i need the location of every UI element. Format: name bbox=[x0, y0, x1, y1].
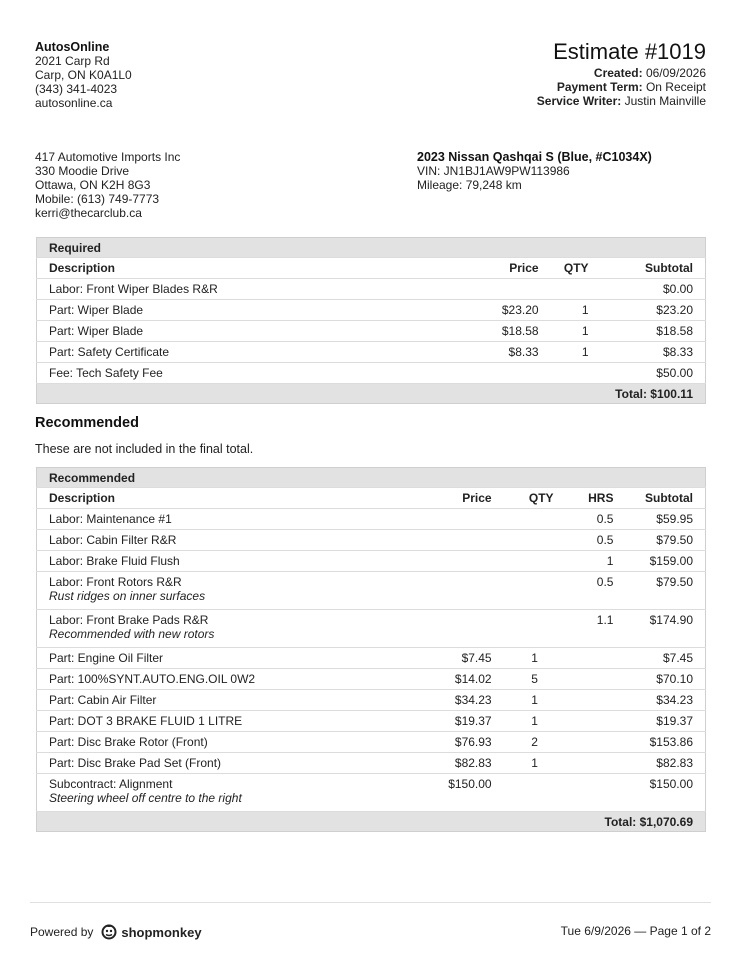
shop-name: AutosOnline bbox=[35, 40, 110, 54]
table-row bbox=[37, 610, 706, 648]
cell-subtotal: $159.00 bbox=[625, 551, 705, 572]
line-item-note: Recommended with new rotors bbox=[49, 627, 215, 641]
cell-hrs bbox=[566, 690, 626, 711]
cell-qty bbox=[504, 509, 566, 530]
col-subtotal: Subtotal bbox=[625, 488, 705, 509]
cell-description: Part: Disc Brake Pad Set (Front) bbox=[37, 753, 404, 774]
cell-subtotal: $153.86 bbox=[625, 732, 705, 753]
table-row bbox=[37, 342, 706, 363]
table-row bbox=[37, 711, 706, 732]
cell-qty bbox=[551, 363, 601, 384]
table-row bbox=[37, 753, 706, 774]
created-line bbox=[537, 66, 706, 80]
cell-hrs: 1.1 bbox=[566, 610, 626, 648]
created-label: Created: bbox=[593, 66, 643, 80]
cell-price bbox=[404, 572, 504, 610]
payment-term-value: On Receipt bbox=[645, 80, 706, 94]
cell-subtotal: $50.00 bbox=[601, 363, 706, 384]
powered-by bbox=[30, 924, 202, 940]
col-qty: QTY bbox=[551, 258, 601, 279]
service-writer-value: Justin Mainville bbox=[624, 94, 706, 108]
footer-divider bbox=[30, 902, 711, 903]
cell-price: $19.37 bbox=[404, 711, 504, 732]
col-qty: QTY bbox=[504, 488, 566, 509]
table-row bbox=[37, 690, 706, 711]
cell-subtotal: $19.37 bbox=[625, 711, 705, 732]
customer-address-line1: 330 Moodie Drive bbox=[35, 164, 130, 178]
table-row bbox=[37, 363, 706, 384]
cell-hrs bbox=[566, 648, 626, 669]
cell-price: $14.02 bbox=[404, 669, 504, 690]
cell-hrs: 0.5 bbox=[566, 530, 626, 551]
cell-description: Part: 100%SYNT.AUTO.ENG.OIL 0W2 bbox=[37, 669, 404, 690]
recommended-section-header bbox=[37, 468, 706, 488]
table-row bbox=[37, 669, 706, 690]
cell-qty: 1 bbox=[504, 648, 566, 669]
table-row bbox=[37, 530, 706, 551]
cell-subtotal: $82.83 bbox=[625, 753, 705, 774]
line-item-note: Steering wheel off centre to the right bbox=[49, 791, 242, 805]
vehicle-title: 2023 Nissan Qashqai S (Blue, #C1034X) bbox=[417, 150, 652, 164]
cell-description: Part: Disc Brake Rotor (Front) bbox=[37, 732, 404, 753]
col-hrs: HRS bbox=[566, 488, 626, 509]
required-table bbox=[36, 237, 706, 404]
recommended-column-headers bbox=[37, 488, 706, 509]
service-writer-label: Service Writer: bbox=[536, 94, 622, 108]
shopmonkey-logo-icon bbox=[101, 924, 117, 940]
col-price: Price bbox=[404, 488, 504, 509]
cell-price: $7.45 bbox=[404, 648, 504, 669]
required-total-row bbox=[37, 384, 706, 404]
required-section-label: Required bbox=[37, 238, 706, 258]
cell-description: Labor: Front Wiper Blades R&R bbox=[37, 279, 466, 300]
shop-phone: (343) 341-4023 bbox=[35, 82, 118, 96]
cell-qty: 1 bbox=[551, 342, 601, 363]
table-row bbox=[37, 279, 706, 300]
cell-subtotal: $0.00 bbox=[601, 279, 706, 300]
customer-email: kerri@thecarclub.ca bbox=[35, 206, 142, 220]
estimate-header bbox=[537, 38, 706, 108]
cell-subtotal: $70.10 bbox=[625, 669, 705, 690]
recommended-heading: Recommended bbox=[35, 415, 139, 431]
cell-hrs bbox=[566, 753, 626, 774]
cell-price bbox=[404, 551, 504, 572]
customer-name: 417 Automotive Imports Inc bbox=[35, 150, 181, 164]
cell-price: $34.23 bbox=[404, 690, 504, 711]
cell-description-text: Subcontract: Alignment bbox=[49, 777, 173, 791]
recommended-total-row bbox=[37, 812, 706, 832]
cell-hrs bbox=[566, 711, 626, 732]
cell-description-text: Labor: Front Brake Pads R&R bbox=[49, 613, 209, 627]
required-section-header bbox=[37, 238, 706, 258]
cell-hrs: 1 bbox=[566, 551, 626, 572]
cell-qty bbox=[551, 279, 601, 300]
table-row bbox=[37, 648, 706, 669]
customer-info bbox=[35, 150, 180, 220]
cell-qty: 1 bbox=[504, 711, 566, 732]
payment-term-line bbox=[537, 80, 706, 94]
required-column-headers bbox=[37, 258, 706, 279]
cell-description: Fee: Tech Safety Fee bbox=[37, 363, 466, 384]
cell-price bbox=[404, 509, 504, 530]
cell-qty bbox=[504, 774, 566, 812]
recommended-section-label: Recommended bbox=[37, 468, 706, 488]
cell-description bbox=[37, 610, 404, 648]
cell-qty: 2 bbox=[504, 732, 566, 753]
page-info: Tue 6/9/2026 — Page 1 of 2 bbox=[560, 924, 711, 938]
cell-price: $8.33 bbox=[466, 342, 551, 363]
table-row bbox=[37, 551, 706, 572]
col-subtotal: Subtotal bbox=[601, 258, 706, 279]
col-description: Description bbox=[37, 488, 404, 509]
required-total: Total: $100.11 bbox=[37, 384, 706, 404]
recommended-note: These are not included in the final total. bbox=[35, 442, 254, 456]
cell-price: $76.93 bbox=[404, 732, 504, 753]
cell-qty bbox=[504, 530, 566, 551]
cell-price bbox=[466, 363, 551, 384]
shop-address-line2: Carp, ON K0A1L0 bbox=[35, 68, 132, 82]
shop-website: autosonline.ca bbox=[35, 96, 113, 110]
cell-subtotal: $34.23 bbox=[625, 690, 705, 711]
table-row bbox=[37, 509, 706, 530]
cell-subtotal: $23.20 bbox=[601, 300, 706, 321]
cell-description: Part: Cabin Air Filter bbox=[37, 690, 404, 711]
shop-address-line1: 2021 Carp Rd bbox=[35, 54, 110, 68]
vehicle-info bbox=[417, 150, 652, 192]
cell-description: Labor: Maintenance #1 bbox=[37, 509, 404, 530]
cell-hrs bbox=[566, 774, 626, 812]
cell-price bbox=[404, 530, 504, 551]
cell-description: Labor: Brake Fluid Flush bbox=[37, 551, 404, 572]
cell-subtotal: $18.58 bbox=[601, 321, 706, 342]
cell-subtotal: $150.00 bbox=[625, 774, 705, 812]
payment-term-label: Payment Term: bbox=[556, 80, 643, 94]
cell-qty bbox=[504, 572, 566, 610]
table-row bbox=[37, 774, 706, 812]
cell-description: Part: DOT 3 BRAKE FLUID 1 LITRE bbox=[37, 711, 404, 732]
recommended-total: Total: $1,070.69 bbox=[37, 812, 706, 832]
cell-hrs bbox=[566, 732, 626, 753]
cell-description bbox=[37, 774, 404, 812]
cell-qty bbox=[504, 551, 566, 572]
cell-subtotal: $79.50 bbox=[625, 572, 705, 610]
customer-mobile: Mobile: (613) 749-7773 bbox=[35, 192, 160, 206]
table-row bbox=[37, 321, 706, 342]
cell-price: $18.58 bbox=[466, 321, 551, 342]
cell-price: $82.83 bbox=[404, 753, 504, 774]
cell-description: Part: Wiper Blade bbox=[37, 321, 466, 342]
shop-info bbox=[35, 40, 132, 110]
cell-subtotal: $79.50 bbox=[625, 530, 705, 551]
cell-subtotal: $59.95 bbox=[625, 509, 705, 530]
cell-qty: 1 bbox=[551, 321, 601, 342]
cell-subtotal: $7.45 bbox=[625, 648, 705, 669]
estimate-title: Estimate #1019 bbox=[553, 39, 706, 64]
cell-price: $23.20 bbox=[466, 300, 551, 321]
cell-description: Part: Safety Certificate bbox=[37, 342, 466, 363]
cell-subtotal: $8.33 bbox=[601, 342, 706, 363]
cell-hrs: 0.5 bbox=[566, 509, 626, 530]
table-row bbox=[37, 732, 706, 753]
cell-hrs bbox=[566, 669, 626, 690]
vehicle-vin: VIN: JN1BJ1AW9PW113986 bbox=[417, 164, 570, 178]
col-price: Price bbox=[466, 258, 551, 279]
customer-address-line2: Ottawa, ON K2H 8G3 bbox=[35, 178, 151, 192]
cell-description: Part: Engine Oil Filter bbox=[37, 648, 404, 669]
table-row bbox=[37, 300, 706, 321]
cell-price bbox=[404, 610, 504, 648]
cell-qty: 1 bbox=[551, 300, 601, 321]
cell-qty: 1 bbox=[504, 753, 566, 774]
cell-qty: 1 bbox=[504, 690, 566, 711]
line-item-note: Rust ridges on inner surfaces bbox=[49, 589, 206, 603]
cell-description: Part: Wiper Blade bbox=[37, 300, 466, 321]
cell-price bbox=[466, 279, 551, 300]
cell-description-text: Labor: Front Rotors R&R bbox=[49, 575, 182, 589]
cell-price: $150.00 bbox=[404, 774, 504, 812]
created-value: 06/09/2026 bbox=[645, 66, 706, 80]
table-row bbox=[37, 572, 706, 610]
cell-hrs: 0.5 bbox=[566, 572, 626, 610]
cell-description: Labor: Cabin Filter R&R bbox=[37, 530, 404, 551]
shopmonkey-brand: shopmonkey bbox=[121, 924, 202, 940]
service-writer-line bbox=[537, 94, 706, 108]
cell-qty bbox=[504, 610, 566, 648]
cell-description bbox=[37, 572, 404, 610]
vehicle-mileage: Mileage: 79,248 km bbox=[417, 178, 522, 192]
powered-by-label: Powered by bbox=[30, 925, 94, 939]
col-description: Description bbox=[37, 258, 466, 279]
recommended-table bbox=[36, 467, 706, 832]
cell-qty: 5 bbox=[504, 669, 566, 690]
cell-subtotal: $174.90 bbox=[625, 610, 705, 648]
